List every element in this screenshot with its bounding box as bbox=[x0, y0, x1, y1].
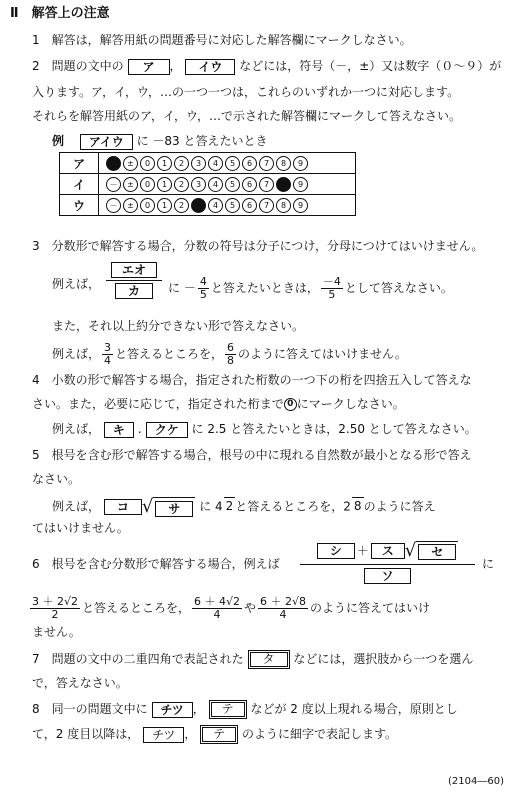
text: 例えば， bbox=[52, 347, 101, 361]
radicand: 8 bbox=[353, 499, 362, 514]
text: ， bbox=[169, 59, 182, 73]
radical-fraction-example bbox=[300, 540, 475, 584]
fraction bbox=[258, 596, 308, 621]
row-label: イ bbox=[60, 174, 99, 195]
mark-bubble: 9 bbox=[293, 177, 308, 192]
text: ， bbox=[184, 727, 197, 741]
fraction-den: 4 bbox=[213, 608, 221, 621]
fraction-den: 8 bbox=[227, 354, 235, 367]
fraction bbox=[192, 596, 242, 621]
item-6-ni: に bbox=[482, 557, 495, 571]
thin-box-chitsu: チツ bbox=[143, 727, 184, 743]
mark-bubble: 0 bbox=[140, 177, 155, 192]
text: などが 2 度以上現れる場合，原則とし bbox=[250, 702, 458, 716]
grid-row-a bbox=[60, 153, 356, 174]
answer-box-kuke: クケ bbox=[146, 422, 188, 438]
item-3-line-3: また，それ以上約分できない形で答えなさい。 bbox=[52, 319, 305, 333]
item-6-line-2 bbox=[28, 596, 430, 621]
mark-bubble: － bbox=[106, 177, 121, 192]
mark-bubble: 0 bbox=[140, 198, 155, 213]
mark-bubble: 5 bbox=[225, 198, 240, 213]
answer-box-ko: コ bbox=[104, 499, 142, 515]
item-number: 7 bbox=[32, 652, 40, 666]
text: として答えなさい。 bbox=[344, 281, 453, 295]
text: のように細字で表記します。 bbox=[242, 727, 398, 741]
mark-bubble: 4 bbox=[208, 177, 223, 192]
fraction-den: 4 bbox=[279, 608, 287, 621]
text: に 2.5 と答えたいときは，2.50 として答えなさい。 bbox=[191, 422, 477, 436]
fraction-den: 5 bbox=[328, 288, 336, 301]
answer-box-se: セ bbox=[418, 544, 456, 560]
item-5-line-2: なさい。 bbox=[32, 472, 81, 486]
text: と答えるところを， bbox=[115, 347, 224, 361]
fraction-num: 6 ＋ 4√2 bbox=[194, 595, 241, 608]
bubbles bbox=[99, 174, 356, 195]
text: 問題の文中の bbox=[51, 59, 124, 73]
item-6-line-3: ません。 bbox=[32, 625, 81, 639]
mark-sheet-example bbox=[59, 152, 356, 216]
text: 分数形で解答する場合，分数の符号は分子につけ，分母につけてはいけません。 bbox=[51, 239, 484, 253]
mark-bubble: ± bbox=[123, 198, 138, 213]
text: と答えたいときは， bbox=[210, 281, 319, 295]
text: などには，選択肢から一つを選ん bbox=[293, 652, 474, 666]
text: 根号を含む形で解答する場合，根号の中に現れる自然数が最小となる形で答え bbox=[51, 448, 472, 462]
fraction-den: 4 bbox=[104, 354, 112, 367]
item-8-line-2 bbox=[32, 725, 397, 744]
mark-bubble: 3 bbox=[191, 198, 206, 213]
answer-box-chitsu: チツ bbox=[152, 702, 193, 718]
mark-bubble: 4 bbox=[208, 156, 223, 171]
double-box-te: テ bbox=[209, 700, 247, 719]
mark-bubble: 6 bbox=[242, 156, 257, 171]
item-number: 8 bbox=[32, 702, 40, 716]
fraction bbox=[321, 276, 343, 301]
sqrt-bar bbox=[153, 497, 195, 517]
mark-bubble: 1 bbox=[157, 156, 172, 171]
denominator-box: カ bbox=[115, 283, 153, 299]
mark-bubble: ± bbox=[123, 177, 138, 192]
text: や bbox=[244, 601, 257, 615]
text: 例えば， bbox=[52, 422, 101, 436]
mark-bubble: 5 bbox=[225, 177, 240, 192]
answer-box-so: ソ bbox=[364, 568, 410, 584]
fraction-den: 5 bbox=[199, 288, 207, 301]
mark-bubble: 7 bbox=[259, 156, 274, 171]
mark-bubble: 2 bbox=[174, 156, 189, 171]
text: 例えば， bbox=[52, 499, 101, 514]
bubbles bbox=[99, 195, 356, 216]
answer-box-iu: イウ bbox=[185, 59, 235, 75]
item-5-example bbox=[52, 497, 436, 517]
example-row bbox=[52, 133, 268, 150]
mark-bubble: － bbox=[106, 156, 121, 171]
answer-box-shi: シ bbox=[317, 543, 355, 559]
mark-bubble: 2 bbox=[174, 177, 189, 192]
mark-bubble: 3 bbox=[191, 177, 206, 192]
item-4-line-2 bbox=[32, 396, 405, 412]
grid-row-i bbox=[60, 174, 356, 195]
item-1 bbox=[32, 32, 412, 48]
mark-bubble: 9 bbox=[293, 156, 308, 171]
text: 問題の文中の二重四角で表記された bbox=[51, 652, 244, 666]
text: て，2 度目以降は， bbox=[32, 727, 140, 741]
radicand: 2 bbox=[225, 499, 234, 514]
text: 例えば， bbox=[52, 277, 101, 291]
example-box: アイウ bbox=[80, 134, 133, 150]
sqrt-icon: √ bbox=[141, 495, 154, 517]
row-label: ア bbox=[60, 153, 99, 174]
mark-bubble: 4 bbox=[208, 198, 223, 213]
answer-box-ki: キ bbox=[104, 422, 134, 438]
item-6-line-1 bbox=[32, 556, 280, 572]
example-text: に －83 と答えたいとき bbox=[136, 134, 268, 148]
fraction-box-example bbox=[106, 262, 162, 299]
double-box-ta: タ bbox=[248, 650, 290, 669]
answer-box-su: ス bbox=[371, 543, 405, 559]
mark-bubble: 0 bbox=[140, 156, 155, 171]
item-3-example bbox=[52, 276, 100, 292]
item-2-line-3: それらを解答用紙のア，イ，ウ，…で示された解答欄にマークして答えなさい。 bbox=[32, 109, 462, 123]
item-number: 2 bbox=[32, 59, 40, 73]
item-number: 1 bbox=[32, 33, 40, 47]
item-4-line-1 bbox=[32, 372, 472, 388]
item-4-example bbox=[52, 421, 477, 438]
item-2-line-1 bbox=[32, 58, 501, 75]
section-heading: Ⅱ 解答上の注意 bbox=[10, 6, 110, 21]
item-2-line-2: 入ります。ア，イ，ウ，…の一つ一つは，これらのいずれか一つに対応します。 bbox=[32, 85, 460, 99]
text: ， bbox=[192, 702, 205, 716]
fraction-num: 6 bbox=[227, 341, 235, 354]
fraction-num: 3 ＋ 2√2 bbox=[32, 595, 78, 608]
text: のように答えてはいけません。 bbox=[238, 347, 407, 361]
item-7-line-2: で，答えなさい。 bbox=[32, 676, 128, 690]
mark-bubble: 9 bbox=[293, 198, 308, 213]
text: にマークしなさい。 bbox=[296, 397, 405, 411]
mark-bubble: 8 bbox=[276, 198, 291, 213]
fraction bbox=[30, 596, 80, 621]
sqrt-bar bbox=[416, 541, 458, 560]
mark-bubble: ± bbox=[123, 156, 138, 171]
item-number: 4 bbox=[32, 373, 40, 387]
item-number: 6 bbox=[32, 557, 40, 571]
numerator-box: エオ bbox=[111, 262, 157, 278]
thin-double-box-te: テ bbox=[200, 725, 238, 744]
text: さい。また，必要に応じて，指定された桁まで bbox=[32, 397, 284, 411]
item-8-line-1 bbox=[32, 700, 458, 719]
text: に 4 bbox=[199, 499, 223, 514]
mark-bubble: 1 bbox=[157, 198, 172, 213]
mark-bubble: 7 bbox=[259, 177, 274, 192]
fraction-num: －4 bbox=[322, 275, 341, 288]
fraction bbox=[198, 276, 209, 301]
item-5-line-4: てはいけません。 bbox=[32, 521, 129, 535]
fraction-num: 3 bbox=[104, 341, 112, 354]
text: 同一の問題文中に bbox=[51, 702, 148, 716]
mark-bubble: 8 bbox=[276, 177, 291, 192]
mark-bubble: 3 bbox=[191, 156, 206, 171]
item-text: 解答は，解答用紙の問題番号に対応した解答欄にマークしなさい。 bbox=[51, 33, 412, 47]
text: のように答え bbox=[363, 499, 436, 514]
item-3-line-1 bbox=[32, 238, 483, 254]
plus: ＋ bbox=[356, 544, 369, 558]
text: 小数の形で解答する場合，指定された桁数の一つ下の桁を四捨五入して答えな bbox=[51, 373, 472, 387]
fraction bbox=[102, 342, 113, 367]
example-label: 例 bbox=[52, 134, 65, 148]
item-7-line-1 bbox=[32, 650, 473, 669]
item-5-line-1 bbox=[32, 447, 472, 463]
mark-bubble: － bbox=[106, 198, 121, 213]
text: . bbox=[137, 422, 142, 436]
page-footer: (2104―60) bbox=[448, 776, 504, 787]
mark-bubble: 5 bbox=[225, 156, 240, 171]
zero-mark-icon: 0 bbox=[284, 398, 297, 411]
text: のように答えてはいけ bbox=[310, 601, 431, 615]
bubbles bbox=[99, 153, 356, 174]
row-label: ウ bbox=[60, 195, 99, 216]
fraction-num: 4 bbox=[199, 275, 207, 288]
mark-bubble: 2 bbox=[174, 198, 189, 213]
grid-row-u bbox=[60, 195, 356, 216]
mark-bubble: 1 bbox=[157, 177, 172, 192]
fraction-num: 6 ＋ 2√8 bbox=[260, 595, 307, 608]
mark-bubble: 6 bbox=[242, 198, 257, 213]
item-number: 5 bbox=[32, 448, 40, 462]
item-3-example-tail bbox=[168, 276, 453, 301]
item-number: 3 bbox=[32, 239, 40, 253]
text: 根号を含む分数形で解答する場合，例えば bbox=[51, 557, 280, 571]
mark-bubble: 7 bbox=[259, 198, 274, 213]
answer-box-sa: サ bbox=[155, 501, 193, 517]
text: と答えるところを， bbox=[82, 601, 191, 615]
item-3-line-4 bbox=[52, 342, 407, 367]
text: に － bbox=[168, 281, 196, 295]
fraction-den: 2 bbox=[51, 608, 59, 621]
text: などには，符号（－，±）又は数字（０～９）が bbox=[239, 59, 502, 73]
mark-bubble: 6 bbox=[242, 177, 257, 192]
answer-box-a: ア bbox=[128, 59, 170, 75]
text: と答えるところを，2 bbox=[235, 499, 351, 514]
mark-bubble: 8 bbox=[276, 156, 291, 171]
sqrt-icon: √ bbox=[404, 540, 417, 561]
fraction bbox=[225, 342, 236, 367]
